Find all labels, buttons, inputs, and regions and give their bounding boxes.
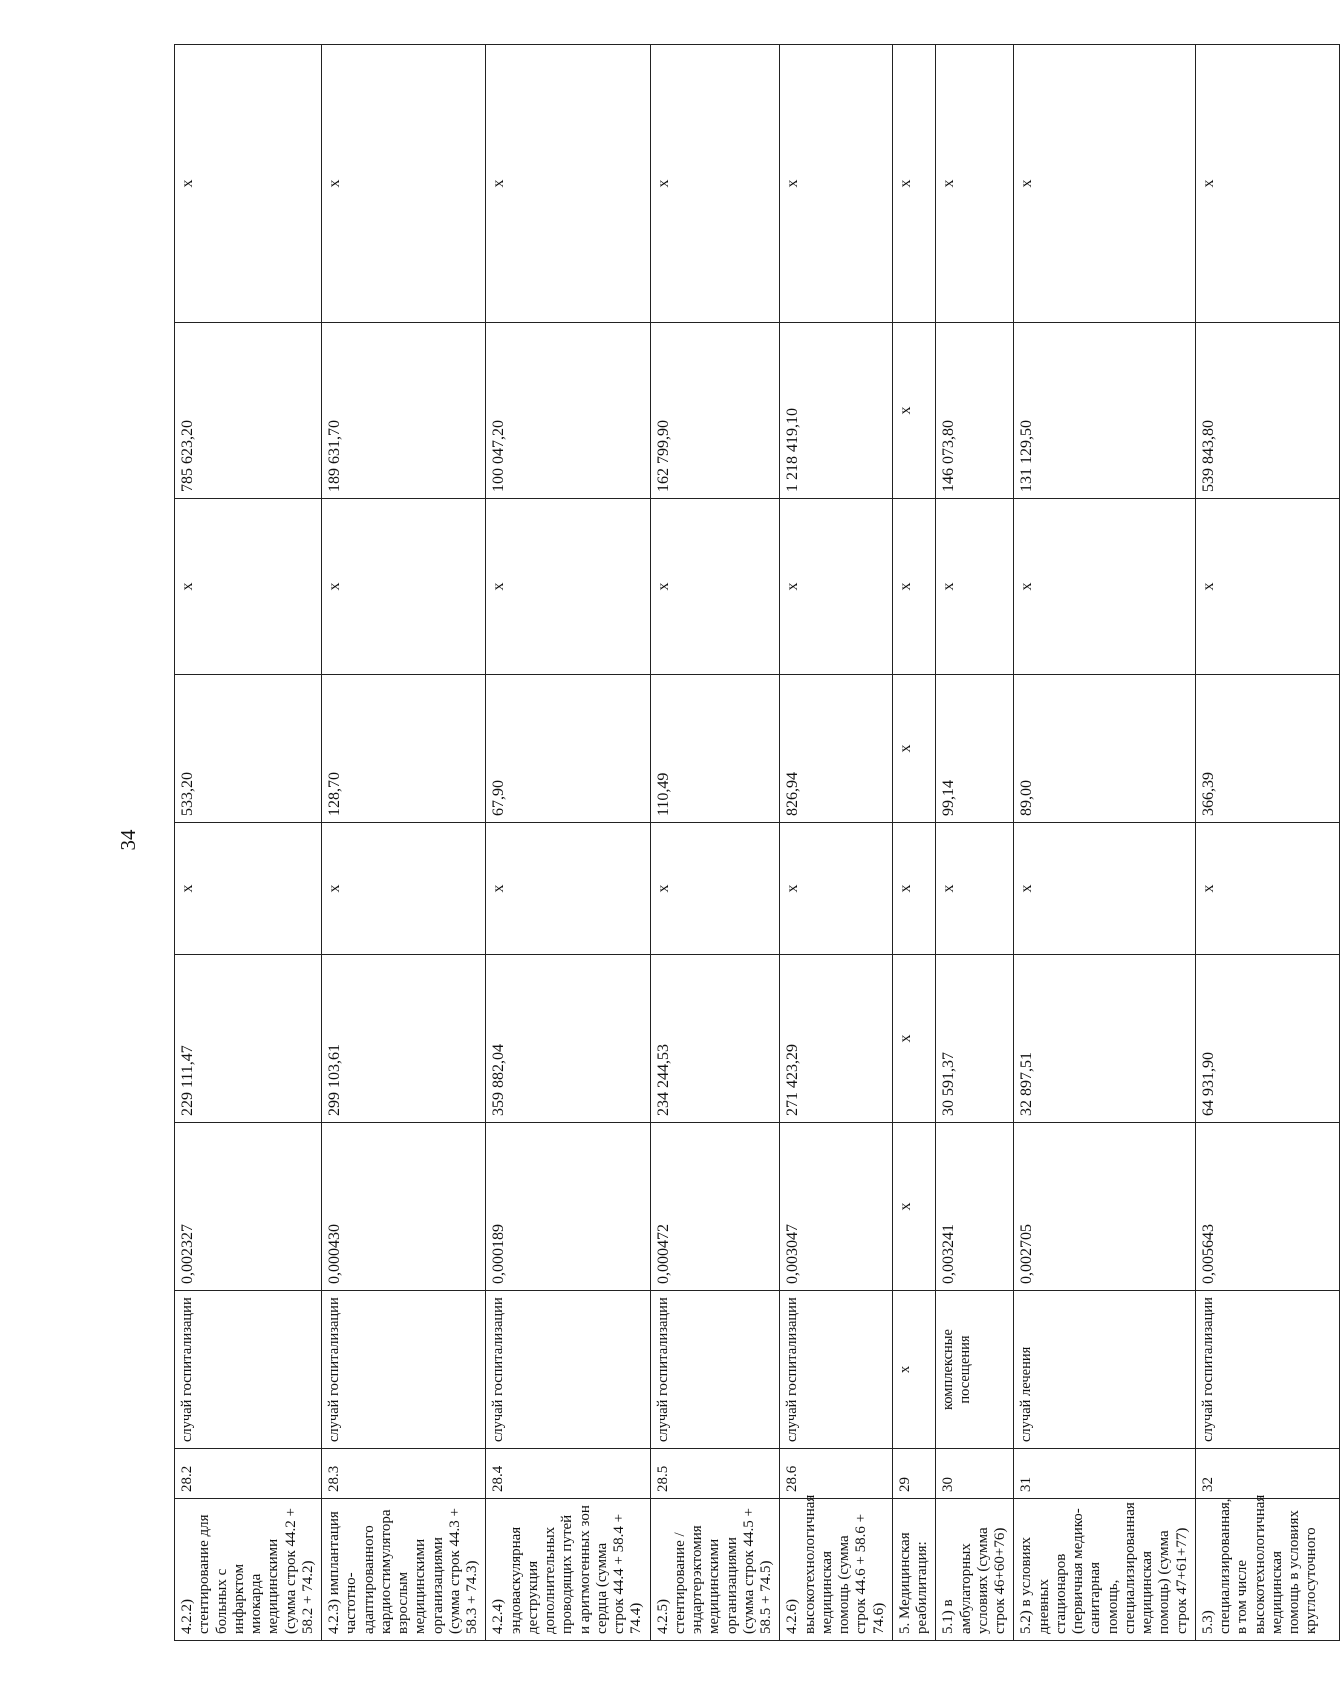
unit-of-measure: случай госпитализации [486,1291,650,1449]
empty-mark: х [322,45,486,323]
empty-mark: х [322,499,486,675]
row-label: 5.1) в амбулаторных условиях (сумма строк 46+60+76) [936,1499,1014,1641]
norm-value: 0,000189 [486,1123,650,1291]
table-row [650,45,780,1641]
total-value: 146 073,80 [936,323,1014,499]
row-number: 30 [936,1449,1014,1499]
cost-value: х [892,955,936,1123]
table-row [486,45,650,1641]
row-label: 5.3) специализированная, в том числе высокотехнологичная медицинская помощь в условиях круглосуточного [1195,1499,1339,1641]
empty-mark: х [175,499,322,675]
empty-mark: х [650,499,780,675]
table-row [780,45,893,1641]
norm-value: х [892,1123,936,1291]
per-capita-value: 110,49 [650,675,780,823]
row-number: 31 [1014,1449,1196,1499]
unit-of-measure: случай госпитализации [780,1291,893,1449]
row-number: 28.2 [175,1449,322,1499]
empty-mark: х [486,45,650,323]
norm-value: 0,000430 [322,1123,486,1291]
table-row [322,45,486,1641]
per-capita-value: 89,00 [1014,675,1196,823]
empty-mark: х [1014,45,1196,323]
empty-mark: х [936,823,1014,955]
total-value: 785 623,20 [175,323,322,499]
empty-mark: х [1195,45,1339,323]
empty-mark: х [1195,823,1339,955]
per-capita-value: 826,94 [780,675,893,823]
row-number: 28.3 [322,1449,486,1499]
row-number: 29 [892,1449,936,1499]
total-value: 189 631,70 [322,323,486,499]
empty-mark: х [1195,499,1339,675]
unit-of-measure: случай госпитализации [650,1291,780,1449]
table-container [174,45,1320,1641]
empty-mark: х [175,823,322,955]
total-value: 100 047,20 [486,323,650,499]
row-number: 28.6 [780,1449,893,1499]
row-label: 4.2.4) эндоваскулярная деструкция дополнительных проводящих путей и аритмогенных зон сердца (сумма строк 44.4 + 58.4 + 74.4) [486,1499,650,1641]
empty-mark: х [322,823,486,955]
row-number: 28.5 [650,1449,780,1499]
per-capita-value: х [892,675,936,823]
row-label: 4.2.2) стентирование для больных с инфарктом миокарда медицинскими (сумма строк 44.2 + 58.2 + 74.2) [175,1499,322,1641]
unit-of-measure: случай лечения [1014,1291,1196,1449]
page-number: 34 [116,829,140,851]
norm-value: 0,002705 [1014,1123,1196,1291]
row-label: 4.2.3) имплантация частотно-адаптированного кардиостимулятора взрослым медицинскими организациями (сумма строк 44.3 + 58.3 + 74.3) [322,1499,486,1641]
empty-mark: х [780,823,893,955]
cost-value: 271 423,29 [780,955,893,1123]
cost-value: 30 591,37 [936,955,1014,1123]
empty-mark: х [780,45,893,323]
cost-value: 234 244,53 [650,955,780,1123]
unit-of-measure: комплексные посещения [936,1291,1014,1449]
empty-mark: х [892,499,936,675]
empty-mark: х [892,45,936,323]
per-capita-value: 366,39 [1195,675,1339,823]
total-value: 162 799,90 [650,323,780,499]
empty-mark: х [892,823,936,955]
empty-mark: х [936,45,1014,323]
total-value: х [892,323,936,499]
table-row [1195,45,1339,1641]
row-number: 28.4 [486,1449,650,1499]
per-capita-value: 67,90 [486,675,650,823]
empty-mark: х [650,823,780,955]
norm-value: 0,002327 [175,1123,322,1291]
row-label: 4.2.6) высокотехнологичная медицинская помощь (сумма строк 44.6 + 58.6 + 74.6) [780,1499,893,1641]
norm-value: 0,005643 [1195,1123,1339,1291]
unit-of-measure: случай госпитализации [175,1291,322,1449]
norm-value: 0,003047 [780,1123,893,1291]
cost-value: 299 103,61 [322,955,486,1123]
empty-mark: х [486,499,650,675]
per-capita-value: 99,14 [936,675,1014,823]
data-table [174,44,1340,1641]
total-value: 1 218 419,10 [780,323,893,499]
norm-value: 0,000472 [650,1123,780,1291]
cost-value: 229 111,47 [175,955,322,1123]
empty-mark: х [936,499,1014,675]
total-value: 539 843,80 [1195,323,1339,499]
empty-mark: х [486,823,650,955]
unit-of-measure: случай госпитализации [322,1291,486,1449]
table-body [175,45,1340,1641]
per-capita-value: 533,20 [175,675,322,823]
table-row [892,45,936,1641]
empty-mark: х [1014,823,1196,955]
cost-value: 32 897,51 [1014,955,1196,1123]
norm-value: 0,003241 [936,1123,1014,1291]
empty-mark: х [780,499,893,675]
unit-of-measure: х [892,1291,936,1449]
row-label: 5. Медицинская реабилитация: [892,1499,936,1641]
cost-value: 359 882,04 [486,955,650,1123]
table-row [1014,45,1196,1641]
total-value: 131 129,50 [1014,323,1196,499]
table-row [936,45,1014,1641]
table-row [175,45,322,1641]
empty-mark: х [175,45,322,323]
row-label: 5.2) в условиях дневных стационаров (первичная медико-санитарная помощь, специализированная медицинская помощь) (сумма строк 47+61+77) [1014,1499,1196,1641]
unit-of-measure: случай госпитализации [1195,1291,1339,1449]
per-capita-value: 128,70 [322,675,486,823]
empty-mark: х [1014,499,1196,675]
empty-mark: х [650,45,780,323]
row-number: 32 [1195,1449,1339,1499]
cost-value: 64 931,90 [1195,955,1339,1123]
row-label: 4.2.5) стентирование / эндартерэктомия медицинскими организациями (сумма строк 44.5 + 58.5 + 74.5) [650,1499,780,1641]
